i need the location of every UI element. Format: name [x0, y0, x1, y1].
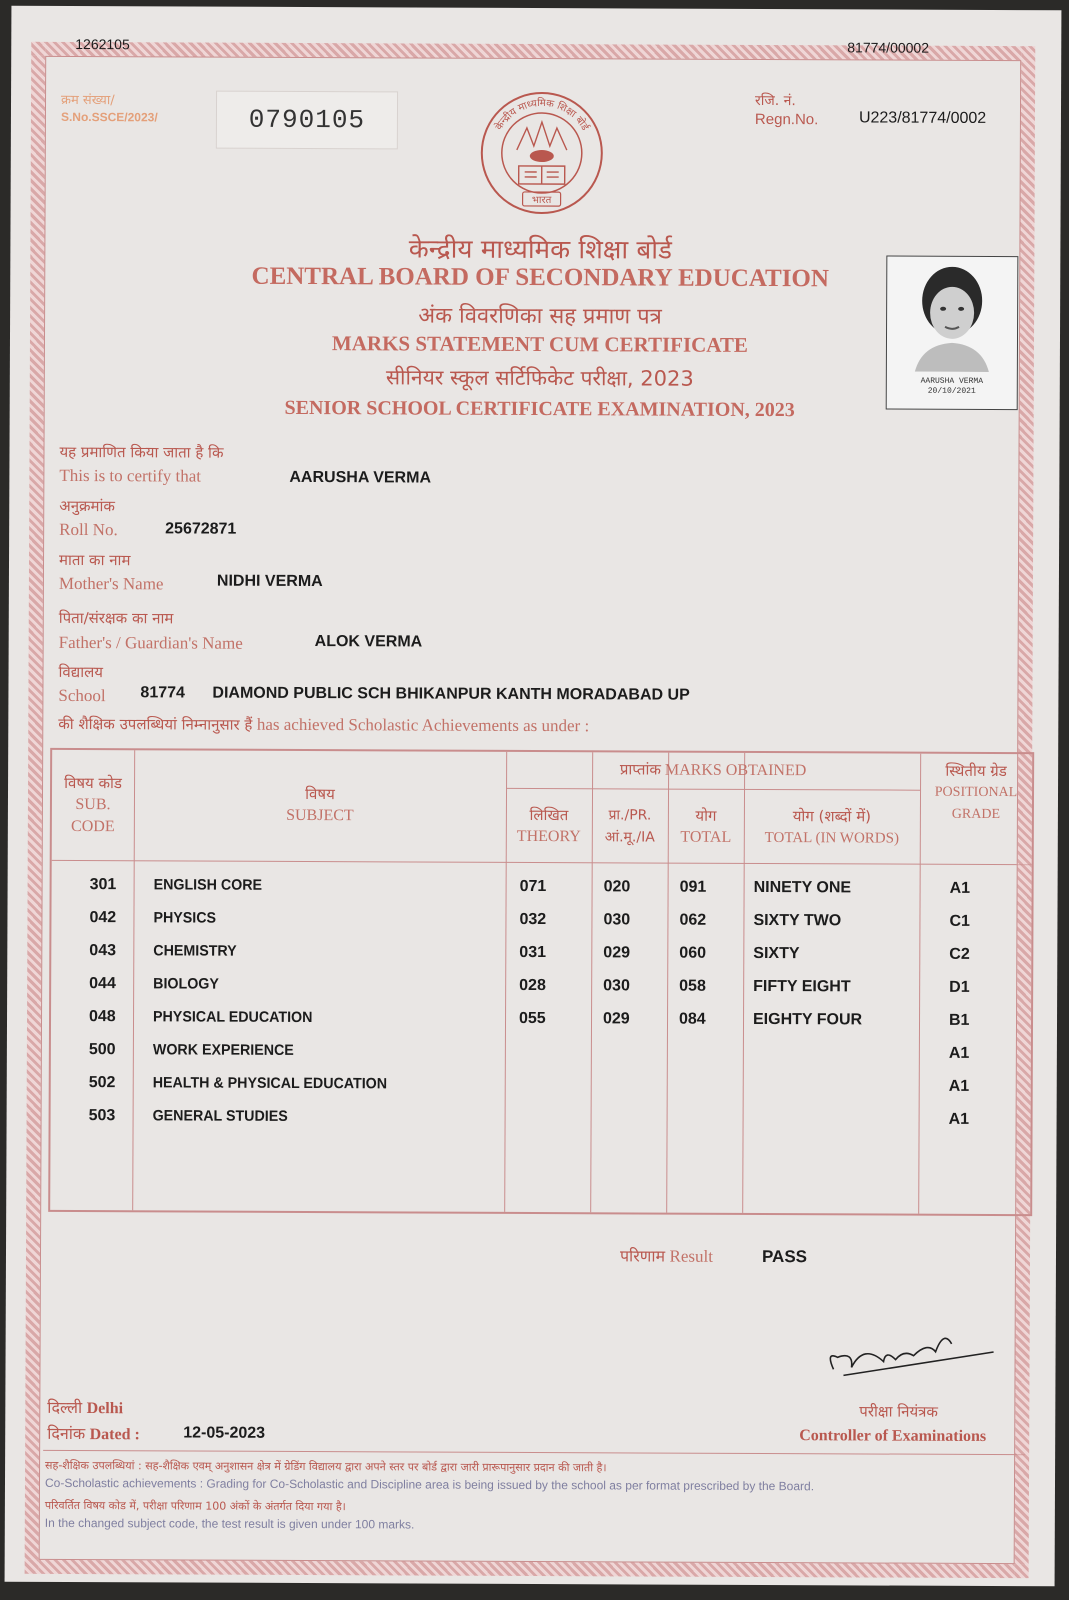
cell-code: 301: [89, 876, 117, 894]
father-name: ALOK VERMA: [314, 633, 423, 651]
note-2-hindi: परिवर्तित विषय कोड में, परीक्षा परिणाम 100 अंकों के अंतर्गत दिया गया है।: [44, 1498, 346, 1514]
roll-number: 25672871: [165, 520, 237, 538]
cell-theory: 028: [519, 976, 546, 995]
school-code: 81774: [140, 684, 185, 702]
emblem-top-text: केन्द्रीय माध्यमिक शिक्षा बोर्ड: [493, 98, 591, 133]
regn-label-en: Regn.No.: [754, 110, 819, 129]
header-marks-obtained: प्राप्तांक MARKS OBTAINED: [619, 760, 807, 780]
header-practical: प्रा./PR. आं.मू./IA: [604, 807, 655, 846]
cbse-logo-icon: [477, 88, 608, 219]
top-left-number: 1262105: [75, 35, 130, 53]
dated-line: [47, 1422, 140, 1444]
cell-code: 044: [89, 975, 116, 993]
header-positional-grade: स्थितीय ग्रेड POSITIONAL GRADE: [934, 761, 1018, 823]
cell-total: 062: [679, 911, 707, 929]
cell-grade: B1: [948, 1011, 970, 1029]
serial-number: 0790105: [216, 91, 398, 150]
achieved-label-hindi: की शैक्षिक उपलब्धियां निम्नानुसार हैं: [58, 714, 253, 734]
cell-grade: D1: [949, 978, 970, 996]
top-right-number: 81774/00002: [847, 39, 930, 56]
school-label-hindi: विद्यालय: [58, 662, 104, 682]
certify-label-en: This is to certify that: [59, 465, 202, 486]
cell-grade: A1: [948, 1044, 970, 1062]
person-portrait-icon: [887, 257, 1018, 373]
cell-words: FIFTY EIGHT: [753, 977, 851, 996]
result-line: [620, 1244, 713, 1266]
controller-en: Controller of Examinations: [799, 1427, 987, 1445]
exam-title-hindi: सीनियर स्कूल सर्टिफिकेट परीक्षा, 2023: [385, 365, 694, 391]
board-name-en: CENTRAL BOARD OF SECONDARY EDUCATION: [251, 262, 830, 293]
header-theory: लिखित THEORY: [516, 805, 581, 846]
cell-grade: A1: [948, 1110, 970, 1128]
father-label-en: Father's / Guardian's Name: [58, 632, 243, 653]
cell-total: 084: [678, 1010, 706, 1028]
svg-text:केन्द्रीय माध्यमिक शिक्षा बोर्: [493, 97, 592, 134]
cell-grade: A1: [948, 1077, 970, 1095]
issue-date: 12-05-2023: [183, 1424, 266, 1442]
mother-label-hindi: माता का नाम: [58, 550, 131, 570]
cell-pr: 030: [603, 911, 631, 929]
regn-number: U223/81774/0002: [858, 109, 987, 127]
certificate-sheet: [5, 6, 1062, 1587]
result-label-hindi: परिणाम: [619, 1246, 666, 1266]
result-value: PASS: [761, 1247, 808, 1267]
dated-hindi: दिनांक: [47, 1423, 86, 1444]
cell-name: WORK EXPERIENCE: [152, 1041, 294, 1059]
candidate-name: AARUSHA VERMA: [289, 468, 432, 487]
doc-title-hindi: अंक विवरणिका सह प्रमाण पत्र: [418, 303, 662, 330]
cell-code: 042: [89, 909, 117, 927]
emblem-bottom-text: भारत: [531, 194, 552, 207]
cell-words: SIXTY: [753, 944, 800, 963]
controller-hindi: परीक्षा नियंत्रक: [859, 1402, 939, 1421]
achievement-line: [58, 714, 589, 736]
cell-name: GENERAL STUDIES: [152, 1107, 288, 1125]
place-en: Delhi: [86, 1400, 124, 1418]
cell-grade: C2: [949, 945, 970, 963]
mother-label-en: Mother's Name: [58, 573, 164, 594]
cell-code: 500: [88, 1041, 116, 1059]
header-subject: विषय SUBJECT: [286, 785, 354, 825]
note-1-en: Co-Scholastic achievements : Grading for Co-Scholastic and Discipline area is being issued by the school as per format prescribed by the Board.: [44, 1475, 815, 1494]
father-label-hindi: पिता/संरक्षक का नाम: [58, 608, 174, 628]
cell-name: CHEMISTRY: [153, 942, 237, 960]
note-2-en: In the changed subject code, the test result is given under 100 marks.: [44, 1515, 415, 1532]
cell-words: EIGHTY FOUR: [752, 1010, 863, 1029]
cell-name: BIOLOGY: [153, 975, 219, 993]
cbse-emblem: [477, 88, 608, 219]
serial-label-hindi: क्रम संख्या/: [60, 92, 115, 109]
cell-name: HEALTH & PHYSICAL EDUCATION: [152, 1074, 388, 1093]
roll-label-en: Roll No.: [59, 519, 118, 540]
cell-code: 048: [88, 1008, 116, 1026]
cell-pr: 020: [603, 878, 631, 896]
controller-signature-icon: [823, 1321, 1003, 1392]
achieved-label-en: has achieved Scholastic Achievements as under :: [256, 714, 590, 736]
photo-name: AARUSHA VERMA: [920, 376, 984, 386]
cell-name: ENGLISH CORE: [153, 876, 263, 894]
cell-words: NINETY ONE: [753, 878, 852, 897]
roll-label-hindi: अनुक्रमांक: [59, 496, 115, 516]
school-label-en: School: [58, 685, 106, 706]
cell-total: 058: [679, 977, 706, 995]
candidate-photo: [886, 256, 1019, 411]
cell-pr: 030: [603, 977, 630, 995]
dated-en: Dated :: [89, 1426, 140, 1444]
header-sub-code: विषय कोड SUB. CODE: [64, 773, 122, 836]
header-total-words: योग (शब्दों में) TOTAL (IN WORDS): [764, 807, 900, 847]
place-hindi: दिल्ली: [47, 1397, 83, 1418]
note-1-hindi: सह-शैक्षिक उपलब्धियां : सह-शैक्षिक एवम् अनुशासन क्षेत्र में ग्रेडिंग विद्यालय द्वारा अपने स्तर पर बोर्ड द्वारा जारी प्रारूपानुसार प्रदान की जाती है।: [45, 1458, 607, 1475]
cell-pr: 029: [602, 1010, 630, 1028]
cell-total: 091: [679, 878, 707, 896]
cell-total: 060: [679, 944, 707, 962]
mother-name: NIDHI VERMA: [216, 572, 323, 591]
cell-code: 502: [88, 1074, 116, 1092]
cell-theory: 071: [519, 877, 547, 896]
place-line: [47, 1396, 123, 1418]
header-total: योग TOTAL: [680, 806, 732, 846]
serial-label-en: S.No.SSCE/2023/: [60, 109, 158, 125]
regn-label-hindi: रजि. नं.: [754, 92, 796, 110]
board-name-hindi: केन्द्रीय माध्यमिक शिक्षा बोर्ड: [408, 234, 672, 266]
cell-grade: C1: [949, 912, 970, 930]
cell-code: 043: [89, 942, 117, 960]
marks-table: [48, 748, 1034, 1216]
cell-theory: 032: [519, 910, 547, 929]
cell-grade: A1: [949, 879, 971, 897]
certify-label-hindi: यह प्रमाणित किया जाता है कि: [59, 442, 224, 462]
cell-words: SIXTY TWO: [753, 911, 842, 930]
cell-name: PHYSICAL EDUCATION: [152, 1008, 313, 1027]
cell-theory: 031: [519, 943, 547, 962]
result-label-en: Result: [669, 1246, 714, 1266]
exam-title-en: SENIOR SCHOOL CERTIFICATE EXAMINATION, 2023: [284, 396, 795, 422]
school-name: DIAMOND PUBLIC SCH BHIKANPUR KANTH MORADABAD UP: [212, 684, 690, 704]
cell-name: PHYSICS: [153, 909, 217, 927]
doc-title-en: MARKS STATEMENT CUM CERTIFICATE: [331, 331, 749, 357]
cell-code: 503: [88, 1107, 116, 1125]
photo-date: 20/10/2021: [927, 386, 976, 396]
cell-theory: 055: [518, 1009, 546, 1028]
cell-pr: 029: [603, 944, 631, 962]
